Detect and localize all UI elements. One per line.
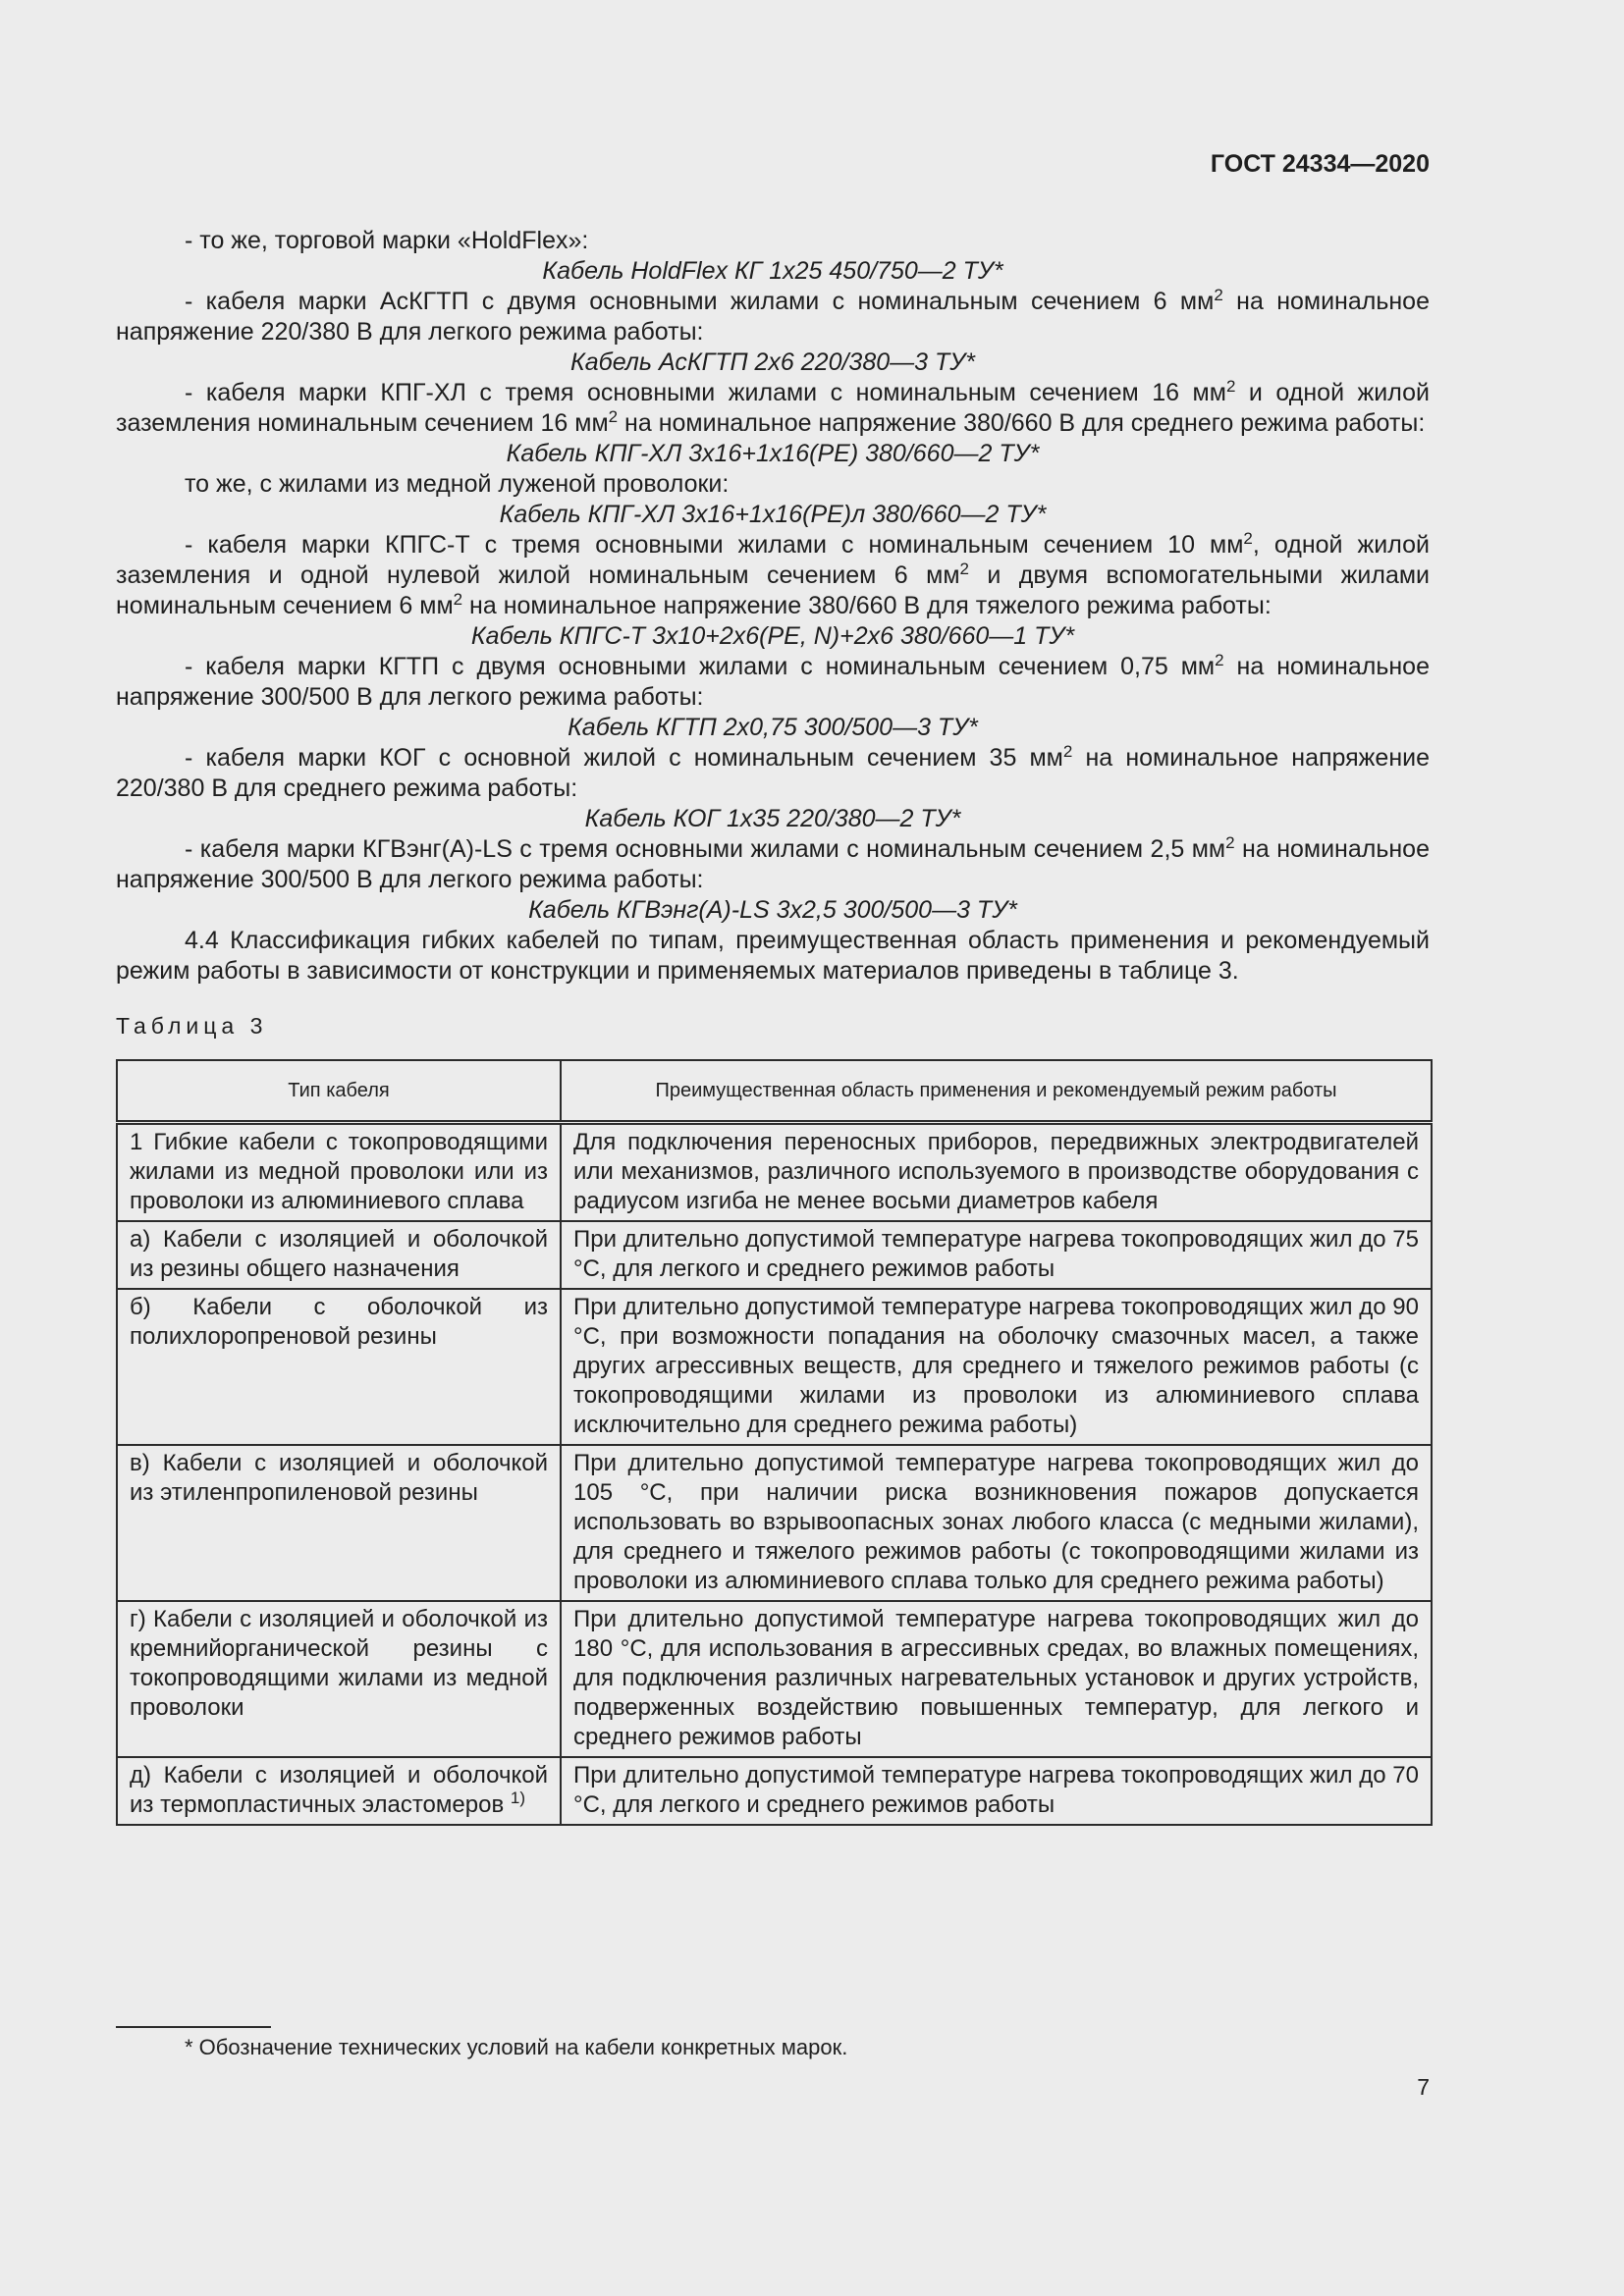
paragraph: - то же, торговой марки «HoldFlex»: bbox=[185, 227, 589, 254]
cable-type-cell: а) Кабели с изоляцией и оболочкой из резины общего назначения bbox=[117, 1221, 561, 1289]
cable-type-cell: д) Кабели с изоляцией и оболочкой из термопластичных эластомеров $^{1)}$ bbox=[117, 1757, 561, 1825]
paragraph: - кабеля марки КГВэнг(А)-LS с тремя основными жилами с номинальным сечением 2,5 $мм^2$ на номинальное напряжение 300/500 В для легкого режима работы: bbox=[116, 833, 1430, 893]
designation-example: Кабель АсКГТП 2x6 220/380—3 ТУ* bbox=[570, 348, 975, 376]
table-row bbox=[117, 1289, 1432, 1445]
cable-type-cell: 1 Гибкие кабели с токопроводящими жилами из медной проволоки или из проволоки из алюминиевого сплава bbox=[117, 1123, 561, 1222]
paragraph: - кабеля марки КГТП с двумя основными жилами с номинальным сечением 0,75 $мм^2$ на номинальное напряжение 300/500 В для легкого режима работы: bbox=[116, 651, 1430, 711]
footnote-separator bbox=[116, 2026, 271, 2028]
designation-example: Кабель КПГ-ХЛ 3x16+1x16(PE)л 380/660—2 ТУ* bbox=[499, 501, 1047, 528]
application-cell: При длительно допустимой температуре нагрева токопроводящих жил до 180 °С, для использования в агрессивных средах, во влажных помещениях, для подключения различных нагревательных установок и других устройств, подверженных воздействию повышенных температур, для легкого и среднего режимов работы bbox=[561, 1601, 1432, 1757]
standard-code-header: ГОСТ 24334—2020 bbox=[1210, 150, 1430, 178]
table-row bbox=[117, 1123, 1432, 1222]
paragraph: - кабеля марки АсКГТП с двумя основными жилами с номинальным сечением 6 $мм^2$ на номинальное напряжение 220/380 В для легкого режима работы: bbox=[116, 286, 1430, 346]
paragraph-4-4: 4.4 Классификация гибких кабелей по типам, преимущественная область применения и рекомендуемый режим работы в зависимости от конструкции и применяемых материалов приведены в таблице 3. bbox=[116, 927, 1430, 985]
document-body bbox=[116, 226, 1430, 1826]
cable-type-cell: б) Кабели с оболочкой из полихлоропреновой резины bbox=[117, 1289, 561, 1445]
designation-example: Кабель КГВэнг(А)-LS 3x2,5 300/500—3 ТУ* bbox=[528, 896, 1017, 924]
column-header: Тип кабеля bbox=[117, 1060, 561, 1123]
paragraph: - кабеля марки КОГ с основной жилой с номинальным сечением 35 $мм^2$ на номинальное напряжение 220/380 В для среднего режима работы: bbox=[116, 742, 1430, 802]
table-caption: Таблица 3 bbox=[116, 1013, 268, 1039]
footnote: * Обозначение технических условий на кабели конкретных марок. bbox=[185, 2035, 848, 2059]
cable-type-cell: в) Кабели с изоляцией и оболочкой из этиленпропиленовой резины bbox=[117, 1445, 561, 1601]
table-header-row bbox=[117, 1060, 1432, 1123]
application-cell: При длительно допустимой температуре нагрева токопроводящих жил до 70 °С, для легкого и среднего режимов работы bbox=[561, 1757, 1432, 1825]
paragraph: - кабеля марки КПГ-ХЛ с тремя основными жилами с номинальным сечением 16 $мм^2$ и одной жилой заземления номинальным сечением 16 $мм^2$ на номинальное напряжение 380/660 В для среднего режима работы: bbox=[116, 377, 1430, 437]
application-cell: При длительно допустимой температуре нагрева токопроводящих жил до 90 °С, при возможности попадания на оболочку смазочных масел, а также других агрессивных веществ, для среднего и тяжелого режимов работы (с токопроводящими жилами из проволоки из алюминиевого сплава исключительно для среднего режима работы) bbox=[561, 1289, 1432, 1445]
designation-example: Кабель HoldFlex КГ 1x25 450/750—2 ТУ* bbox=[542, 257, 1003, 285]
table-row bbox=[117, 1757, 1432, 1825]
cable-type-cell: г) Кабели с изоляцией и оболочкой из кремнийорганической резины с токопроводящими жилами из медной проволоки bbox=[117, 1601, 561, 1757]
designation-example: Кабель КОГ 1x35 220/380—2 ТУ* bbox=[584, 805, 961, 832]
table-row bbox=[117, 1221, 1432, 1289]
designation-example: Кабель КПГ-ХЛ 3x16+1x16(PE) 380/660—2 ТУ* bbox=[506, 440, 1040, 467]
table-row bbox=[117, 1601, 1432, 1757]
application-cell: Для подключения переносных приборов, передвижных электродвигателей или механизмов, различного используемого в производстве оборудования с радиусом изгиба не менее восьми диаметров кабеля bbox=[561, 1123, 1432, 1222]
paragraph: то же, с жилами из медной луженой проволоки: bbox=[185, 470, 730, 498]
column-header: Преимущественная область применения и рекомендуемый режим работы bbox=[561, 1060, 1432, 1123]
paragraph: - кабеля марки КПГС-Т с тремя основными жилами с номинальным сечением 10 $мм^2$, одной жилой заземления и одной нулевой жилой номинальным сечением 6 $мм^2$ и двумя вспомогательными жилами номинальным сечением 6 $мм^2$ на номинальное напряжение 380/660 В для тяжелого режима работы: bbox=[116, 529, 1431, 619]
table-3 bbox=[116, 1059, 1433, 1826]
designation-example: Кабель КПГС-Т 3x10+2x6(PE, N)+2x6 380/660—1 ТУ* bbox=[470, 622, 1075, 650]
application-cell: При длительно допустимой температуре нагрева токопроводящих жил до 105 °С, при наличии риска возникновения пожаров допускается использовать во взрывоопасных зонах любого класса (с медными жилами), для среднего и тяжелого режимов работы (с токопроводящими жилами из проволоки из алюминиевого сплава только для среднего режима работы) bbox=[561, 1445, 1432, 1601]
designation-example: Кабель КГТП 2x0,75 300/500—3 ТУ* bbox=[568, 714, 978, 741]
application-cell: При длительно допустимой температуре нагрева токопроводящих жил до 75 °С, для легкого и среднего режимов работы bbox=[561, 1221, 1432, 1289]
table-row bbox=[117, 1445, 1432, 1601]
page-number: 7 bbox=[1417, 2074, 1430, 2100]
footnote-marker: 1) bbox=[510, 1789, 525, 1807]
